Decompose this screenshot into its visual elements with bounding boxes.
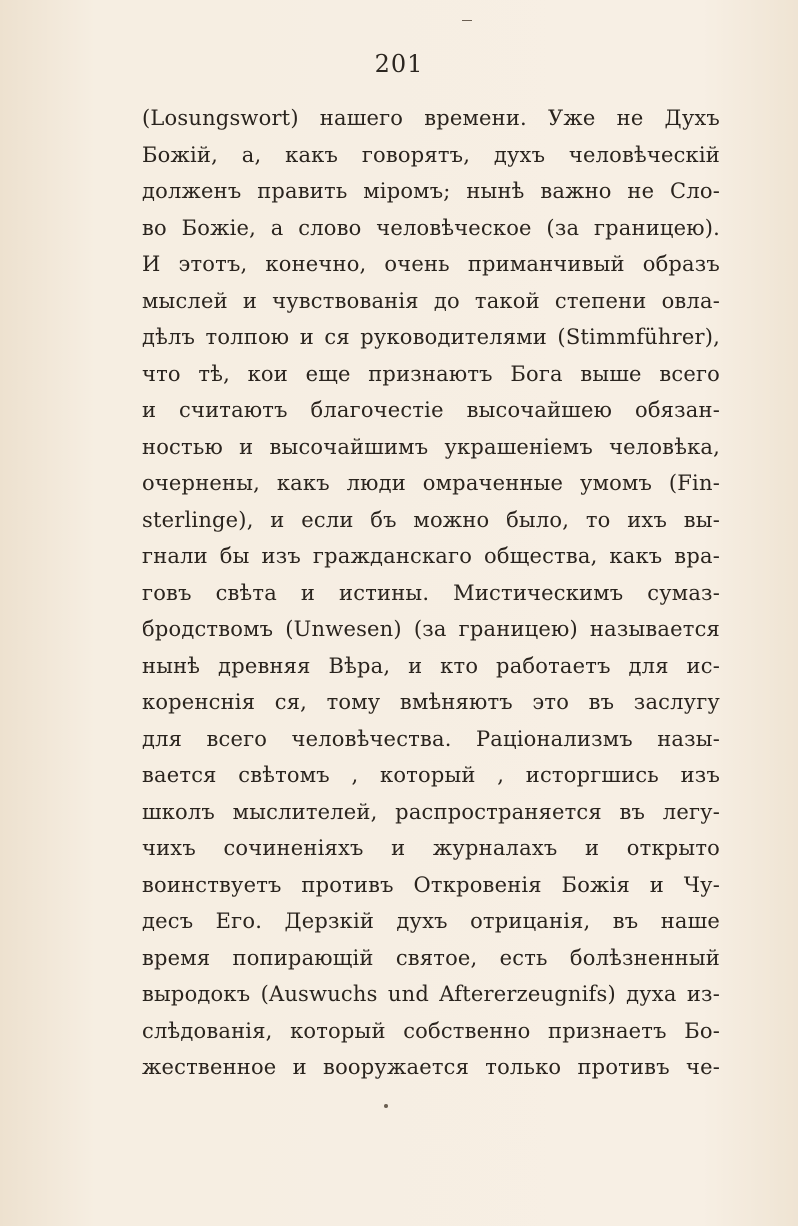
text-line: школъ мыслителей, распространяется въ легу- xyxy=(142,799,720,824)
text-line: что тѣ, кои еще признаютъ Бога выше всего xyxy=(142,361,720,386)
text-line: выродокъ (Auswuchs und Aftererzeugnifs) духа из- xyxy=(142,982,720,1006)
text-line: во Божіе, а слово человѣческое (за границею). xyxy=(142,215,720,240)
ink-speck xyxy=(384,1104,388,1108)
text-line: чихъ сочиненіяхъ и журналахъ и открыто xyxy=(142,836,720,860)
text-line: время попирающій святое, есть болѣзненный xyxy=(142,945,720,970)
text-line: ностью и высочайшимъ украшеніемъ человѣка, xyxy=(142,434,720,459)
text-line: бродствомъ (Unwesen) (за границею) называется xyxy=(142,617,720,641)
text-line: гнали бы изъ гражданскаго общества, какъ вра- xyxy=(142,544,720,568)
text-line: для всего человѣчества. Раціонализмъ назы- xyxy=(142,726,720,751)
body-text xyxy=(142,100,720,1086)
text-line: жественное и вооружается только противъ че- xyxy=(142,1055,720,1079)
text-line: и считаютъ благочестіе высочайшею обязан- xyxy=(142,398,720,422)
text-line: И этотъ, конечно, очень приманчивый образъ xyxy=(142,252,720,276)
text-line: мыслей и чувствованія до такой степени овла- xyxy=(142,288,720,313)
text-line: десъ Его. Дерзкій духъ отрицанія, въ наше xyxy=(142,909,720,933)
text-line: вается свѣтомъ , который , исторгшись изъ xyxy=(142,763,720,787)
text-line: (Losungswort) нашего времени. Уже не Духъ xyxy=(142,106,720,130)
text-line: говъ свѣта и истины. Мистическимъ сумаз- xyxy=(142,580,720,605)
text-line: воинствуетъ противъ Откровенія Божія и Чу- xyxy=(142,872,720,897)
text-line: слѣдованія, который собственно признаетъ Бо- xyxy=(142,1018,720,1043)
text-line: нынѣ древняя Вѣра, и кто работаетъ для ис- xyxy=(142,653,720,678)
text-line: очернены, какъ люди омраченные умомъ (Fin- xyxy=(142,471,720,495)
text-line: Божій, а, какъ говорятъ, духъ человѣческій xyxy=(142,142,720,167)
top-mark xyxy=(462,20,472,21)
text-line: sterlinge), и если бъ можно было, то ихъ вы- xyxy=(142,507,720,532)
text-line: долженъ править міромъ; нынѣ важно не Сло- xyxy=(142,179,720,203)
page-number: 201 xyxy=(374,50,424,78)
text-line: коренснія ся, тому вмѣняютъ это въ заслугу xyxy=(142,690,720,714)
text-line: дѣлъ толпою и ся руководителями (Stimmführer), xyxy=(142,325,720,349)
